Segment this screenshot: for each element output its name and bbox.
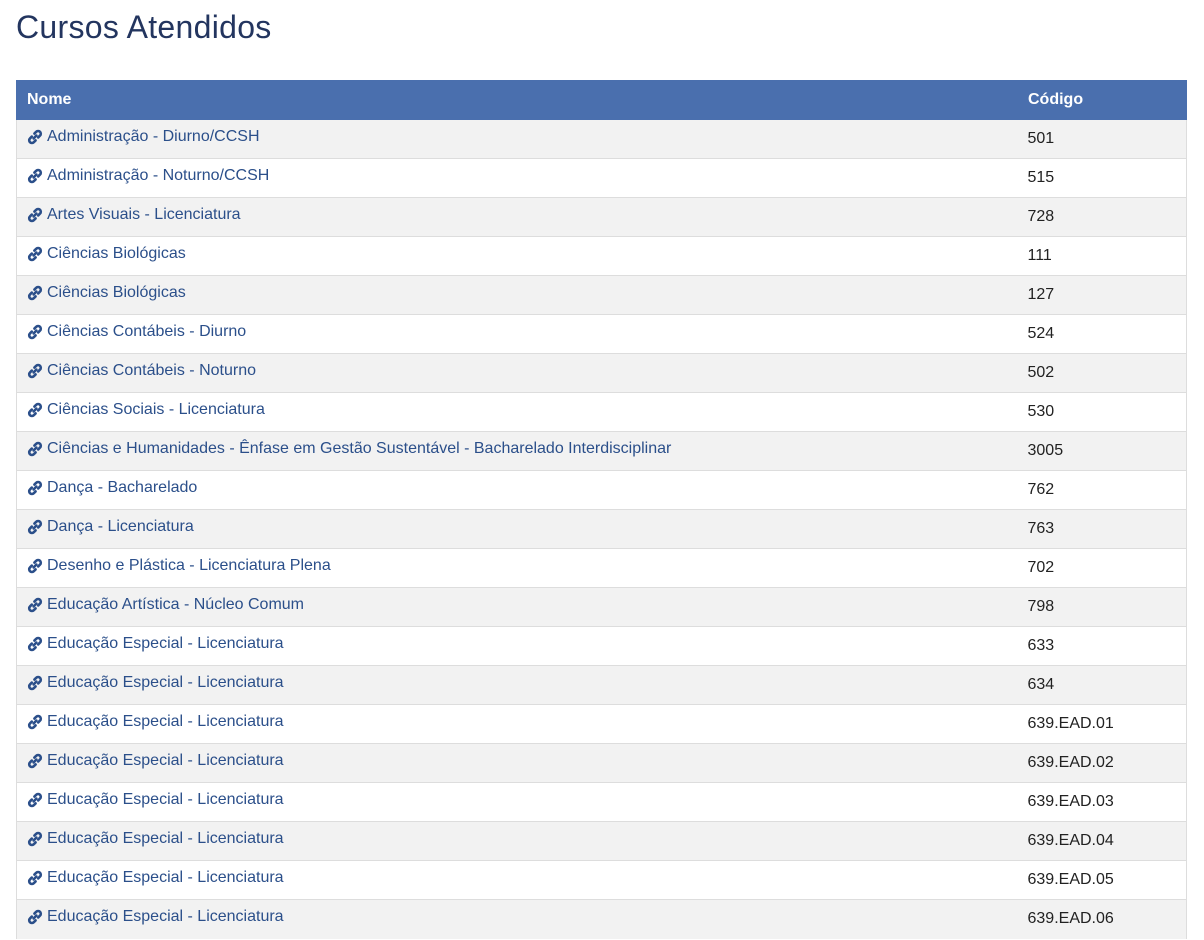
course-link[interactable] bbox=[27, 791, 284, 809]
cell-nome bbox=[17, 783, 1018, 822]
table-row bbox=[17, 666, 1187, 705]
table-row bbox=[17, 120, 1187, 159]
cell-codigo: 502 bbox=[1018, 354, 1187, 393]
table-row bbox=[17, 627, 1187, 666]
courses-table bbox=[16, 80, 1187, 939]
course-link[interactable] bbox=[27, 206, 241, 224]
course-link[interactable] bbox=[27, 713, 284, 731]
course-link[interactable] bbox=[27, 323, 246, 341]
course-name: Educação Artística - Núcleo Comum bbox=[47, 596, 304, 613]
link-icon bbox=[27, 246, 43, 262]
cell-nome bbox=[17, 705, 1018, 744]
course-name: Ciências Contábeis - Diurno bbox=[47, 323, 247, 340]
course-link[interactable] bbox=[27, 362, 256, 380]
cell-codigo: 633 bbox=[1018, 627, 1187, 666]
link-icon bbox=[27, 129, 43, 145]
link-icon bbox=[27, 324, 43, 340]
table-row bbox=[17, 705, 1187, 744]
course-name: Educação Especial - Licenciatura bbox=[47, 752, 284, 769]
cell-codigo: 3005 bbox=[1018, 432, 1187, 471]
cell-nome bbox=[17, 276, 1018, 315]
courses-table-container bbox=[16, 80, 1186, 939]
cell-codigo: 702 bbox=[1018, 549, 1187, 588]
course-link[interactable] bbox=[27, 518, 194, 536]
cell-codigo: 639.EAD.04 bbox=[1018, 822, 1187, 861]
course-name: Ciências e Humanidades - Ênfase em Gestão Sustentável - Bacharelado Interdisciplinar bbox=[47, 440, 672, 457]
course-name: Desenho e Plástica - Licenciatura Plena bbox=[47, 557, 331, 574]
link-icon bbox=[27, 753, 43, 769]
table-row bbox=[17, 510, 1187, 549]
cell-nome bbox=[17, 510, 1018, 549]
course-link[interactable] bbox=[27, 167, 269, 185]
link-icon bbox=[27, 597, 43, 613]
course-name: Ciências Sociais - Licenciatura bbox=[47, 401, 265, 418]
course-name: Dança - Bacharelado bbox=[47, 479, 198, 496]
course-link[interactable] bbox=[27, 128, 260, 146]
page-title: Cursos Atendidos bbox=[16, 9, 272, 45]
table-row bbox=[17, 276, 1187, 315]
cell-codigo: 763 bbox=[1018, 510, 1187, 549]
table-row bbox=[17, 861, 1187, 900]
table-row bbox=[17, 354, 1187, 393]
course-link[interactable] bbox=[27, 752, 284, 770]
cell-nome bbox=[17, 432, 1018, 471]
cell-nome bbox=[17, 588, 1018, 627]
course-name: Educação Especial - Licenciatura bbox=[47, 830, 284, 847]
course-name: Educação Especial - Licenciatura bbox=[47, 908, 284, 926]
cell-codigo: 728 bbox=[1018, 198, 1187, 237]
cell-codigo: 639.EAD.01 bbox=[1018, 705, 1187, 744]
course-name: Educação Especial - Licenciatura bbox=[47, 635, 284, 652]
table-row bbox=[17, 393, 1187, 432]
cell-nome bbox=[17, 666, 1018, 705]
link-icon bbox=[27, 363, 43, 379]
course-name: Dança - Licenciatura bbox=[47, 518, 194, 535]
course-link[interactable] bbox=[27, 596, 304, 614]
link-icon bbox=[27, 909, 43, 925]
course-name: Educação Especial - Licenciatura bbox=[47, 791, 284, 808]
cell-nome bbox=[17, 120, 1018, 159]
cell-codigo: 639.EAD.03 bbox=[1018, 783, 1187, 822]
table-row bbox=[17, 315, 1187, 354]
course-link[interactable] bbox=[27, 440, 671, 458]
table-row bbox=[17, 237, 1187, 276]
table-row bbox=[17, 471, 1187, 510]
cell-nome bbox=[17, 159, 1018, 198]
cell-codigo: 111 bbox=[1018, 237, 1187, 276]
table-row bbox=[17, 900, 1187, 939]
cell-codigo: 798 bbox=[1018, 588, 1187, 627]
cell-nome bbox=[17, 393, 1018, 432]
link-icon bbox=[27, 168, 43, 184]
course-name: Administração - Noturno/CCSH bbox=[47, 167, 270, 184]
link-icon bbox=[27, 831, 43, 847]
table-row bbox=[17, 549, 1187, 588]
table-row bbox=[17, 432, 1187, 471]
course-link[interactable] bbox=[27, 635, 284, 653]
link-icon bbox=[27, 402, 43, 418]
course-link[interactable] bbox=[27, 401, 265, 419]
course-name: Educação Especial - Licenciatura bbox=[47, 674, 284, 691]
column-header-codigo: Código bbox=[1018, 81, 1187, 120]
courses-table-header bbox=[17, 81, 1187, 120]
course-link[interactable] bbox=[27, 557, 331, 575]
course-link[interactable] bbox=[27, 245, 186, 263]
table-row bbox=[17, 159, 1187, 198]
course-link[interactable] bbox=[27, 869, 284, 887]
link-icon bbox=[27, 675, 43, 691]
course-name: Artes Visuais - Licenciatura bbox=[47, 206, 241, 223]
cell-codigo: 530 bbox=[1018, 393, 1187, 432]
course-link[interactable] bbox=[27, 908, 284, 926]
course-name: Ciências Biológicas bbox=[47, 245, 186, 262]
link-icon bbox=[27, 441, 43, 457]
column-header-nome: Nome bbox=[17, 81, 1018, 120]
course-name: Educação Especial - Licenciatura bbox=[47, 869, 284, 886]
cell-nome bbox=[17, 627, 1018, 666]
cell-codigo: 639.EAD.05 bbox=[1018, 861, 1187, 900]
link-icon bbox=[27, 714, 43, 730]
cell-nome bbox=[17, 471, 1018, 510]
cell-codigo: 634 bbox=[1018, 666, 1187, 705]
cell-nome bbox=[17, 549, 1018, 588]
link-icon bbox=[27, 480, 43, 496]
link-icon bbox=[27, 285, 43, 301]
table-row bbox=[17, 588, 1187, 627]
link-icon bbox=[27, 870, 43, 886]
link-icon bbox=[27, 558, 43, 574]
course-link[interactable] bbox=[27, 479, 197, 497]
header-row bbox=[17, 81, 1187, 120]
table-row bbox=[17, 198, 1187, 237]
course-link[interactable] bbox=[27, 674, 284, 692]
table-row bbox=[17, 783, 1187, 822]
cell-codigo: 515 bbox=[1018, 159, 1187, 198]
link-icon bbox=[27, 207, 43, 223]
cell-nome bbox=[17, 861, 1018, 900]
link-icon bbox=[27, 519, 43, 535]
link-icon bbox=[27, 792, 43, 808]
course-link[interactable] bbox=[27, 830, 284, 848]
cell-codigo: 639.EAD.02 bbox=[1018, 744, 1187, 783]
cell-nome bbox=[17, 315, 1018, 354]
cell-nome bbox=[17, 822, 1018, 861]
cell-codigo: 639.EAD.06 bbox=[1018, 900, 1187, 939]
cell-codigo: 524 bbox=[1018, 315, 1187, 354]
course-name: Ciências Biológicas bbox=[47, 284, 186, 301]
cell-nome bbox=[17, 354, 1018, 393]
course-name: Educação Especial - Licenciatura bbox=[47, 713, 284, 730]
course-name: Ciências Contábeis - Noturno bbox=[47, 362, 256, 379]
cell-nome bbox=[17, 744, 1018, 783]
link-icon bbox=[27, 636, 43, 652]
course-link[interactable] bbox=[27, 284, 186, 302]
cell-codigo: 762 bbox=[1018, 471, 1187, 510]
cell-nome bbox=[17, 900, 1018, 939]
cell-codigo: 501 bbox=[1018, 120, 1187, 159]
cell-codigo: 127 bbox=[1018, 276, 1187, 315]
table-row bbox=[17, 744, 1187, 783]
table-row bbox=[17, 822, 1187, 861]
course-name: Administração - Diurno/CCSH bbox=[47, 128, 260, 145]
cell-nome bbox=[17, 237, 1018, 276]
cell-nome bbox=[17, 198, 1018, 237]
courses-table-body bbox=[17, 120, 1187, 939]
